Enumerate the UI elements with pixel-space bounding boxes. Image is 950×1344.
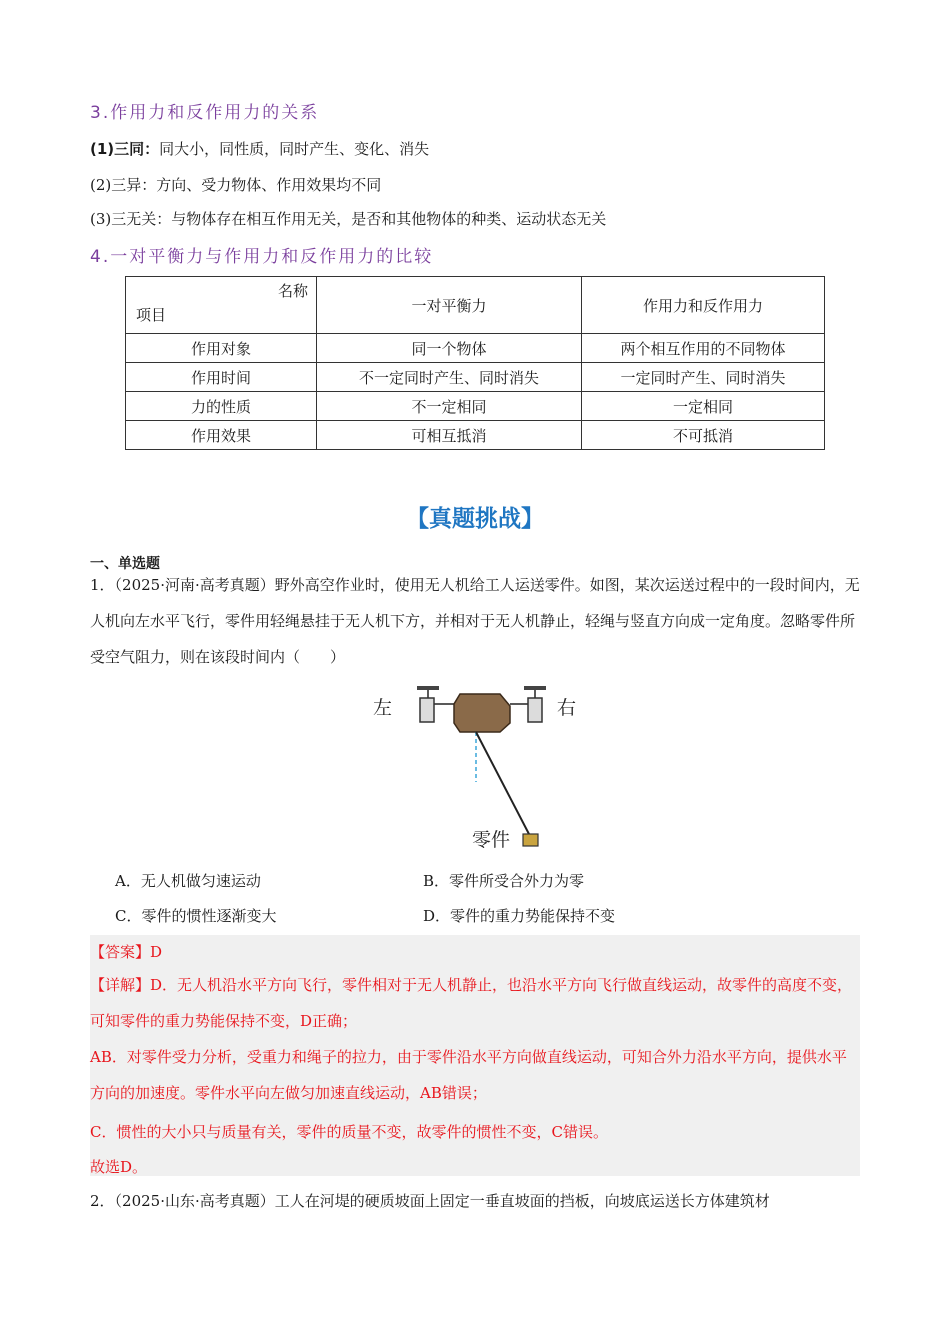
comparison-table [125, 276, 825, 450]
table-header: 作用力和反作用力 [581, 277, 824, 334]
option-d: D．零件的重力势能保持不变 [423, 907, 616, 925]
table-cell: 一定同时产生、同时消失 [581, 363, 824, 392]
option-c: C．零件的惯性逐渐变大 [115, 907, 277, 925]
section3-item-2: (2)三异：方向、受力物体、作用效果均不同 [90, 176, 382, 194]
table-row [126, 392, 825, 421]
table-cell: 两个相互作用的不同物体 [581, 334, 824, 363]
table-cell: 作用时间 [126, 363, 317, 392]
option-b: B．零件所受合外力为零 [423, 872, 585, 890]
figure-label-part: 零件 [472, 829, 511, 851]
question-source: （2025·山东·高考真题） [114, 1192, 275, 1210]
table-cell: 同一个物体 [317, 334, 582, 363]
rope-line [476, 732, 530, 836]
question-number: 2． [90, 1192, 115, 1210]
table-row [126, 421, 825, 450]
question-source: （2025·河南·高考真题） [114, 576, 275, 594]
table-row [126, 334, 825, 363]
explanation-d: 【详解】D．无人机沿水平方向飞行，零件相对于无人机静止，也沿水平方向飞行做直线运动，故零件的高度不变，可知零件的重力势能保持不变，D正确； [90, 976, 853, 1030]
drone-body [417, 686, 546, 732]
table-cell: 不可抵消 [581, 421, 824, 450]
table-cell: 不一定相同 [317, 392, 582, 421]
explanation-ab: AB．对零件受力分析，受重力和绳子的拉力，由于零件沿水平方向做直线运动，可知合外力沿水平方向，提供水平方向的加速度。零件水平向左做匀加速直线运动，AB错误； [90, 1048, 847, 1102]
corner-bottom-label: 项目 [136, 306, 167, 324]
figure-label-right: 右 [557, 697, 577, 719]
table-cell: 不一定同时产生、同时消失 [317, 363, 582, 392]
table-cell: 力的性质 [126, 392, 317, 421]
drone-figure [360, 678, 580, 853]
answer-line: 【答案】D [90, 943, 163, 961]
item-1-label: (1)三同： [90, 140, 160, 158]
question-text: 工人在河堤的硬质坡面上固定一垂直坡面的挡板，向坡底运送长方体建筑材 [274, 1192, 770, 1210]
option-a: A．无人机做匀速运动 [115, 872, 261, 890]
table-cell: 作用对象 [126, 334, 317, 363]
question-2-stem [90, 1190, 770, 1211]
question-number: 1． [90, 576, 115, 594]
item-1-text: 同大小，同性质，同时产生、变化、消失 [159, 140, 430, 158]
table-cell: 可相互抵消 [317, 421, 582, 450]
table-cell: 作用效果 [126, 421, 317, 450]
question-1-stem [90, 567, 860, 675]
challenge-title: 【真题挑战】 [406, 506, 544, 532]
subsection-title: 一、单选题 [90, 556, 160, 572]
table-header-row [126, 277, 825, 334]
table-cell: 一定相同 [581, 392, 824, 421]
table-header: 一对平衡力 [317, 277, 582, 334]
explanation-c: C．惯性的大小只与质量有关，零件的质量不变，故零件的惯性不变，C错误。 [90, 1123, 608, 1141]
table-row [126, 363, 825, 392]
table-corner-cell [126, 277, 317, 334]
answer-box [90, 935, 860, 1176]
section3-title: 3.作用力和反作用力的关系 [90, 103, 320, 123]
section4-title: 4.一对平衡力与作用力和反作用力的比较 [90, 247, 434, 267]
part-box [523, 834, 538, 846]
conclusion-line: 故选D。 [90, 1158, 148, 1176]
question-text: 野外高空作业时，使用无人机给工人运送零件。如图，某次运送过程中的一段时间内，无人机向左水平飞行，零件用轻绳悬挂于无人机下方，并相对于无人机静止，轻绳与竖直方向成一定角度。忽略零件所受空气阻力，则在该段时间内（ ） [90, 576, 860, 666]
figure-label-left: 左 [373, 697, 393, 719]
section3-item-1 [90, 138, 429, 159]
corner-top-label: 名称 [277, 282, 308, 300]
section3-item-3: (3)三无关：与物体存在相互作用无关，是否和其他物体的种类、运动状态无关 [90, 210, 607, 228]
